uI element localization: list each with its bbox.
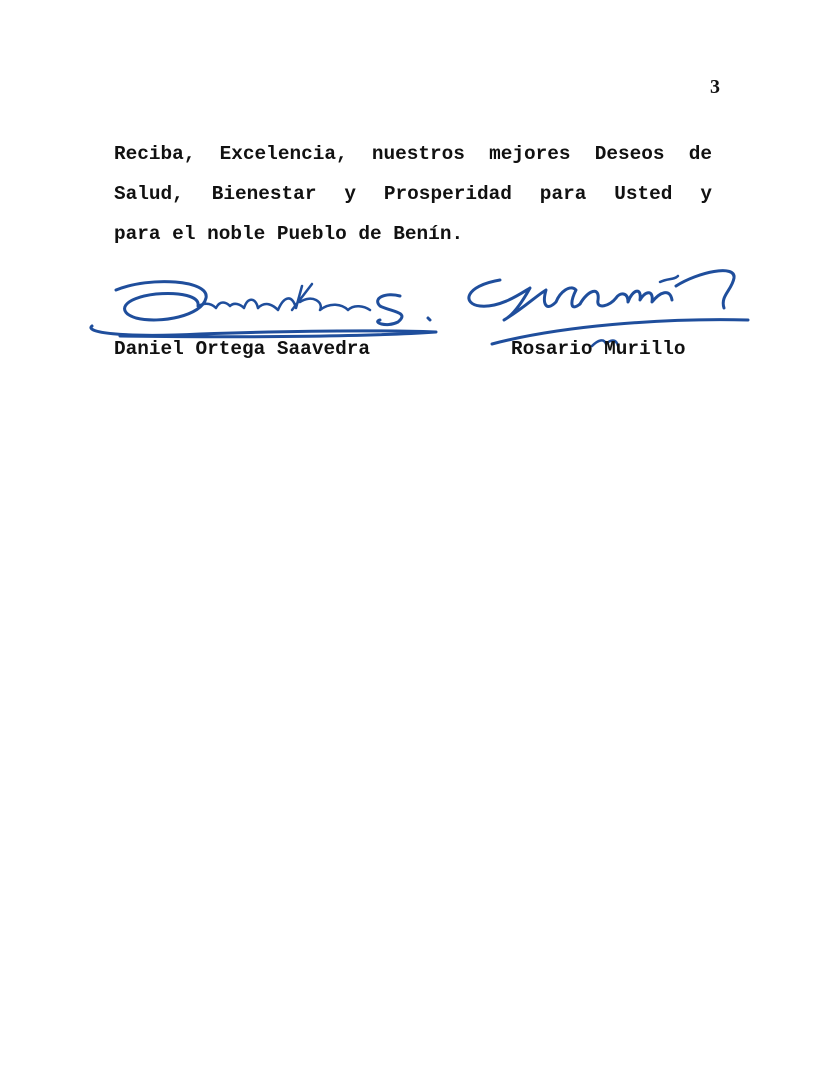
letter-line: Reciba, Excelencia, nuestros mejores Deseos de xyxy=(114,143,712,165)
signature-block xyxy=(80,246,770,376)
letter-line: Salud, Bienestar y Prosperidad para Usted y xyxy=(114,183,712,205)
signer-name-left: Daniel Ortega Saavedra xyxy=(114,338,370,360)
letter-line: para el noble Pueblo de Benín. xyxy=(114,223,464,245)
letter-closing-paragraph xyxy=(114,134,712,254)
signature-right-image xyxy=(469,271,748,346)
page-number: 3 xyxy=(710,76,720,98)
signature-left-image xyxy=(91,282,436,337)
signer-name-right: Rosario Murillo xyxy=(511,338,686,360)
